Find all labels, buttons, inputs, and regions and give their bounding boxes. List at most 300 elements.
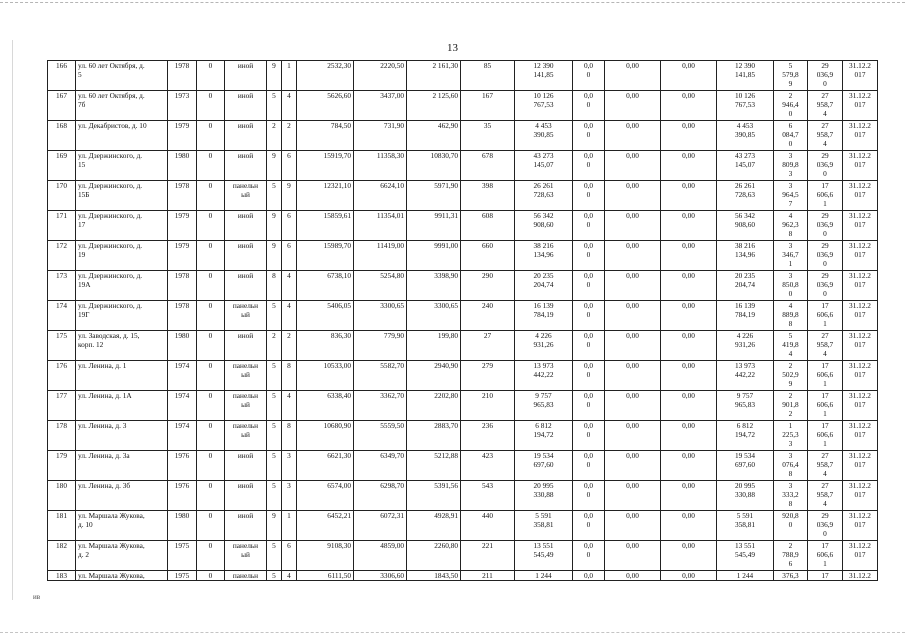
cell-cost-total: 12 390 141,85 [515,61,573,91]
cell-col-funds-a: 0,00 [605,241,661,271]
cell-rate-a: 2 901,8 2 [774,391,808,421]
cell-col-zero: 0 [197,271,225,301]
cell-rate-b: 17 606,6 1 [808,421,843,451]
cell-entrances: 8 [282,361,297,391]
cell-total-area: 6574,00 [297,481,354,511]
cell-row-number: 166 [48,61,76,91]
cell-col-zero: 0 [197,541,225,571]
cell-cost-remaining: 19 534 697,60 [717,451,774,481]
cell-build-year: 1980 [168,331,197,361]
cell-entrances: 2 [282,331,297,361]
cell-col-funds-a: 0,00 [605,331,661,361]
cell-col-zero: 0 [197,301,225,331]
cell-row-number: 178 [48,421,76,451]
cell-col-funds-a: 0,00 [605,421,661,451]
cell-private-area: 4928,91 [407,511,461,541]
cell-residents: 85 [461,61,515,91]
cell-private-area: 462,90 [407,121,461,151]
cell-rate-b: 17 [808,571,843,581]
cell-col-funds-b: 0,00 [661,451,717,481]
cell-col-funds-a: 0,00 [605,121,661,151]
cell-residents: 221 [461,541,515,571]
cell-col-share: 0,0 0 [573,91,605,121]
cell-col-funds-b: 0,00 [661,301,717,331]
page-number: 13 [447,42,458,54]
cell-col-funds-b: 0,00 [661,361,717,391]
cell-living-area: 11358,30 [354,151,407,181]
cell-rate-b: 27 958,7 4 [808,331,843,361]
cell-wall-material: иной [225,511,267,541]
cell-row-number: 167 [48,91,76,121]
table-row [48,481,878,511]
cell-entrances: 1 [282,61,297,91]
cell-living-area: 11354,01 [354,211,407,241]
cell-wall-material: иной [225,331,267,361]
cell-residents: 290 [461,271,515,301]
table-row [48,91,878,121]
cell-rate-b: 27 958,7 4 [808,121,843,151]
cell-living-area: 6349,70 [354,451,407,481]
cell-rate-b: 27 958,7 4 [808,91,843,121]
cell-build-year: 1975 [168,571,197,581]
cell-residents: 236 [461,421,515,451]
cell-rate-a: 3 346,7 1 [774,241,808,271]
cell-total-area: 6452,21 [297,511,354,541]
cell-wall-material: панельн ый [225,361,267,391]
cell-build-year: 1980 [168,511,197,541]
cell-private-area: 3300,65 [407,301,461,331]
cell-total-area: 9108,30 [297,541,354,571]
cell-deadline: 31.12.2 017 [843,271,878,301]
cell-total-area: 784,50 [297,121,354,151]
cell-floors: 5 [267,91,282,121]
cell-col-share: 0,0 0 [573,301,605,331]
cell-rate-b: 29 036,9 0 [808,211,843,241]
cell-build-year: 1974 [168,361,197,391]
cell-cost-total: 56 342 908,60 [515,211,573,241]
cell-col-funds-a: 0,00 [605,181,661,211]
cell-floors: 5 [267,421,282,451]
cell-floors: 9 [267,511,282,541]
cell-private-area: 2 125,60 [407,91,461,121]
cell-deadline: 31.12.2 017 [843,451,878,481]
cell-residents: 27 [461,331,515,361]
housing-registry-table [47,60,878,581]
cell-build-year: 1980 [168,151,197,181]
cell-cost-total: 38 216 134,96 [515,241,573,271]
cell-build-year: 1979 [168,121,197,151]
cell-col-zero: 0 [197,571,225,581]
cell-row-number: 171 [48,211,76,241]
cell-entrances: 6 [282,241,297,271]
cell-col-funds-a: 0,00 [605,361,661,391]
cell-wall-material: иной [225,61,267,91]
cell-col-funds-b: 0,00 [661,481,717,511]
cell-private-area: 2202,80 [407,391,461,421]
cell-address: ул. Дзержинского, д. 19Г [76,301,168,331]
table-row [48,241,878,271]
footer-scan-mark: ив [33,593,41,601]
cell-cost-remaining: 6 812 194,72 [717,421,774,451]
cell-col-share: 0,0 0 [573,241,605,271]
cell-private-area: 2 161,30 [407,61,461,91]
cell-rate-a: 920,8 0 [774,511,808,541]
cell-col-funds-b: 0,00 [661,391,717,421]
table-row [48,331,878,361]
cell-deadline: 31.12.2 017 [843,481,878,511]
cell-living-area: 731,90 [354,121,407,151]
cell-deadline: 31.12.2 017 [843,391,878,421]
cell-build-year: 1974 [168,421,197,451]
cell-rate-a: 3 964,5 7 [774,181,808,211]
cell-residents: 211 [461,571,515,581]
table-row [48,61,878,91]
cell-col-zero: 0 [197,421,225,451]
cell-wall-material: панельн ый [225,541,267,571]
cell-deadline: 31.12.2 017 [843,151,878,181]
cell-cost-remaining: 4 453 390,85 [717,121,774,151]
cell-wall-material: иной [225,91,267,121]
table-row [48,121,878,151]
cell-build-year: 1976 [168,481,197,511]
cell-deadline: 31.12.2 017 [843,121,878,151]
cell-cost-remaining: 13 551 545,49 [717,541,774,571]
cell-rate-b: 29 036,9 0 [808,151,843,181]
cell-cost-remaining: 38 216 134,96 [717,241,774,271]
cell-floors: 5 [267,571,282,581]
cell-address: ул. Ленина, д. 1 [76,361,168,391]
cell-living-area: 5254,80 [354,271,407,301]
cell-row-number: 172 [48,241,76,271]
cell-col-zero: 0 [197,391,225,421]
cell-col-funds-a: 0,00 [605,61,661,91]
cell-wall-material: иной [225,451,267,481]
cell-entrances: 9 [282,181,297,211]
cell-floors: 5 [267,181,282,211]
cell-total-area: 15989,70 [297,241,354,271]
cell-total-area: 12321,10 [297,181,354,211]
cell-address: ул. Ленина, д. 3 [76,421,168,451]
cell-cost-remaining: 20 995 330,88 [717,481,774,511]
table-row [48,211,878,241]
cell-row-number: 177 [48,391,76,421]
cell-build-year: 1978 [168,181,197,211]
cell-floors: 5 [267,451,282,481]
cell-row-number: 183 [48,571,76,581]
cell-wall-material: панельн [225,571,267,581]
cell-rate-a: 5 419,8 4 [774,331,808,361]
cell-deadline: 31.12.2 017 [843,211,878,241]
cell-total-area: 2532,30 [297,61,354,91]
cell-col-zero: 0 [197,511,225,541]
cell-residents: 240 [461,301,515,331]
cell-rate-b: 27 958,7 4 [808,481,843,511]
cell-wall-material: панельн ый [225,421,267,451]
table-row [48,541,878,571]
cell-row-number: 176 [48,361,76,391]
cell-entrances: 4 [282,301,297,331]
cell-address: ул. Дзержинского, д. 19 [76,241,168,271]
cell-rate-b: 29 036,9 0 [808,271,843,301]
cell-cost-total: 26 261 728,63 [515,181,573,211]
cell-cost-total: 13 551 545,49 [515,541,573,571]
cell-wall-material: панельн ый [225,301,267,331]
cell-col-funds-b: 0,00 [661,181,717,211]
cell-col-funds-a: 0,00 [605,391,661,421]
cell-col-zero: 0 [197,331,225,361]
cell-floors: 2 [267,331,282,361]
cell-private-area: 9991,00 [407,241,461,271]
cell-build-year: 1975 [168,541,197,571]
cell-rate-a: 5 579,8 9 [774,61,808,91]
cell-cost-remaining: 13 973 442,22 [717,361,774,391]
cell-deadline: 31.12.2 017 [843,91,878,121]
cell-col-share: 0,0 0 [573,331,605,361]
cell-col-share: 0,0 0 [573,391,605,421]
cell-cost-total: 6 812 194,72 [515,421,573,451]
cell-rate-b: 17 606,6 1 [808,541,843,571]
cell-col-share: 0,0 0 [573,121,605,151]
cell-living-area: 3362,70 [354,391,407,421]
cell-col-zero: 0 [197,361,225,391]
cell-col-funds-b: 0,00 [661,541,717,571]
cell-residents: 543 [461,481,515,511]
cell-residents: 167 [461,91,515,121]
cell-deadline: 31.12.2 017 [843,301,878,331]
cell-address: ул. Дзержинского, д. 15 [76,151,168,181]
cell-total-area: 5406,05 [297,301,354,331]
cell-wall-material: иной [225,481,267,511]
cell-col-zero: 0 [197,481,225,511]
cell-entrances: 4 [282,271,297,301]
cell-floors: 5 [267,301,282,331]
cell-address: ул. 60 лет Октября, д. 7б [76,91,168,121]
cell-rate-a: 376,3 [774,571,808,581]
cell-rate-a: 2 788,9 6 [774,541,808,571]
cell-col-funds-b: 0,00 [661,151,717,181]
cell-address: ул. Дзержинского, д. 15Б [76,181,168,211]
cell-living-area: 4859,00 [354,541,407,571]
cell-rate-b: 17 606,6 1 [808,391,843,421]
cell-cost-total: 19 534 697,60 [515,451,573,481]
cell-cost-total: 9 757 965,83 [515,391,573,421]
cell-cost-total: 13 973 442,22 [515,361,573,391]
cell-rate-a: 3 076,4 8 [774,451,808,481]
cell-floors: 5 [267,541,282,571]
cell-col-funds-a: 0,00 [605,571,661,581]
cell-private-area: 2260,80 [407,541,461,571]
cell-address: ул. Маршала Жукова, [76,571,168,581]
cell-rate-b: 17 606,6 1 [808,301,843,331]
cell-entrances: 1 [282,511,297,541]
cell-address: ул. Дзержинского, д. 19А [76,271,168,301]
cell-total-area: 5626,60 [297,91,354,121]
table-row [48,421,878,451]
cell-col-funds-a: 0,00 [605,541,661,571]
table-row [48,391,878,421]
cell-living-area: 6072,31 [354,511,407,541]
cell-deadline: 31.12.2 [843,571,878,581]
cell-wall-material: панельн ый [225,181,267,211]
cell-residents: 608 [461,211,515,241]
cell-cost-remaining: 16 139 784,19 [717,301,774,331]
cell-deadline: 31.12.2 017 [843,241,878,271]
cell-row-number: 173 [48,271,76,301]
cell-entrances: 6 [282,151,297,181]
cell-cost-total: 4 226 931,26 [515,331,573,361]
cell-wall-material: иной [225,151,267,181]
cell-total-area: 6738,10 [297,271,354,301]
cell-col-zero: 0 [197,181,225,211]
cell-rate-a: 1 225,3 3 [774,421,808,451]
cell-col-funds-a: 0,00 [605,91,661,121]
cell-cost-total: 1 244 [515,571,573,581]
cell-private-area: 5971,90 [407,181,461,211]
cell-residents: 440 [461,511,515,541]
cell-col-funds-a: 0,00 [605,211,661,241]
table-row [48,151,878,181]
table-row [48,301,878,331]
cell-wall-material: иной [225,211,267,241]
cell-cost-remaining: 4 226 931,26 [717,331,774,361]
cell-total-area: 6111,50 [297,571,354,581]
table-row [48,181,878,211]
cell-col-funds-b: 0,00 [661,121,717,151]
cell-entrances: 6 [282,211,297,241]
cell-col-zero: 0 [197,121,225,151]
cell-living-area: 3306,60 [354,571,407,581]
cell-residents: 678 [461,151,515,181]
cell-private-area: 2940,90 [407,361,461,391]
table-row [48,361,878,391]
cell-build-year: 1976 [168,451,197,481]
cell-deadline: 31.12.2 017 [843,331,878,361]
cell-build-year: 1978 [168,271,197,301]
cell-rate-b: 27 958,7 4 [808,451,843,481]
cell-row-number: 174 [48,301,76,331]
cell-entrances: 4 [282,91,297,121]
cell-build-year: 1973 [168,91,197,121]
cell-col-share: 0,0 0 [573,481,605,511]
cell-col-zero: 0 [197,241,225,271]
cell-row-number: 169 [48,151,76,181]
cell-rate-a: 2 502,9 9 [774,361,808,391]
cell-entrances: 4 [282,571,297,581]
cell-deadline: 31.12.2 017 [843,181,878,211]
cell-build-year: 1974 [168,391,197,421]
cell-col-share: 0,0 0 [573,151,605,181]
table-body [48,61,878,581]
cell-floors: 5 [267,481,282,511]
cell-col-share: 0,0 0 [573,211,605,241]
cell-address: ул. Маршала Жукова, д. 2 [76,541,168,571]
cell-entrances: 4 [282,391,297,421]
cell-residents: 210 [461,391,515,421]
cell-total-area: 836,30 [297,331,354,361]
cell-living-area: 2220,50 [354,61,407,91]
cell-cost-remaining: 10 126 767,53 [717,91,774,121]
cell-living-area: 11419,00 [354,241,407,271]
cell-private-area: 5391,56 [407,481,461,511]
cell-floors: 9 [267,151,282,181]
cell-floors: 9 [267,211,282,241]
cell-col-share: 0,0 [573,571,605,581]
cell-total-area: 6338,40 [297,391,354,421]
cell-residents: 660 [461,241,515,271]
table-row [48,451,878,481]
cell-cost-remaining: 26 261 728,63 [717,181,774,211]
cell-private-area: 9911,31 [407,211,461,241]
cell-floors: 5 [267,391,282,421]
cell-col-funds-b: 0,00 [661,91,717,121]
cell-col-funds-a: 0,00 [605,481,661,511]
cell-col-zero: 0 [197,151,225,181]
cell-floors: 5 [267,361,282,391]
cell-col-funds-a: 0,00 [605,301,661,331]
cell-address: ул. Дзержинского, д. 17 [76,211,168,241]
cell-row-number: 180 [48,481,76,511]
cell-col-share: 0,0 0 [573,61,605,91]
cell-col-funds-a: 0,00 [605,451,661,481]
cell-address: ул. Ленина, д. 1А [76,391,168,421]
cell-col-share: 0,0 0 [573,361,605,391]
cell-build-year: 1978 [168,61,197,91]
cell-entrances: 2 [282,121,297,151]
cell-col-funds-b: 0,00 [661,271,717,301]
bottom-scan-border [0,632,905,633]
cell-col-share: 0,0 0 [573,271,605,301]
cell-floors: 9 [267,241,282,271]
cell-living-area: 3300,65 [354,301,407,331]
cell-cost-total: 16 139 784,19 [515,301,573,331]
cell-private-area: 1843,50 [407,571,461,581]
cell-col-share: 0,0 0 [573,421,605,451]
cell-entrances: 8 [282,421,297,451]
cell-floors: 9 [267,61,282,91]
cell-rate-a: 3 850,8 0 [774,271,808,301]
cell-cost-remaining: 1 244 [717,571,774,581]
cell-col-zero: 0 [197,91,225,121]
cell-rate-a: 6 084,7 0 [774,121,808,151]
table-row [48,511,878,541]
cell-total-area: 6621,30 [297,451,354,481]
cell-wall-material: иной [225,271,267,301]
cell-deadline: 31.12.2 017 [843,61,878,91]
cell-cost-total: 20 235 204,74 [515,271,573,301]
cell-row-number: 175 [48,331,76,361]
cell-cost-remaining: 12 390 141,85 [717,61,774,91]
cell-deadline: 31.12.2 017 [843,511,878,541]
cell-col-zero: 0 [197,451,225,481]
cell-private-area: 10830,70 [407,151,461,181]
cell-cost-total: 10 126 767,53 [515,91,573,121]
cell-rate-a: 4 962,3 8 [774,211,808,241]
cell-row-number: 170 [48,181,76,211]
cell-address: ул. Заводская, д. 15, корп. 12 [76,331,168,361]
cell-cost-remaining: 9 757 965,83 [717,391,774,421]
cell-deadline: 31.12.2 017 [843,541,878,571]
cell-floors: 2 [267,121,282,151]
cell-entrances: 3 [282,481,297,511]
cell-private-area: 5212,88 [407,451,461,481]
cell-address: ул. Ленина, д. 3а [76,451,168,481]
cell-address: ул. Декабристов, д. 10 [76,121,168,151]
cell-living-area: 5559,50 [354,421,407,451]
cell-total-area: 10533,00 [297,361,354,391]
cell-address: ул. 60 лет Октября, д. 5 [76,61,168,91]
cell-wall-material: панельн ый [225,391,267,421]
cell-cost-total: 43 273 145,07 [515,151,573,181]
